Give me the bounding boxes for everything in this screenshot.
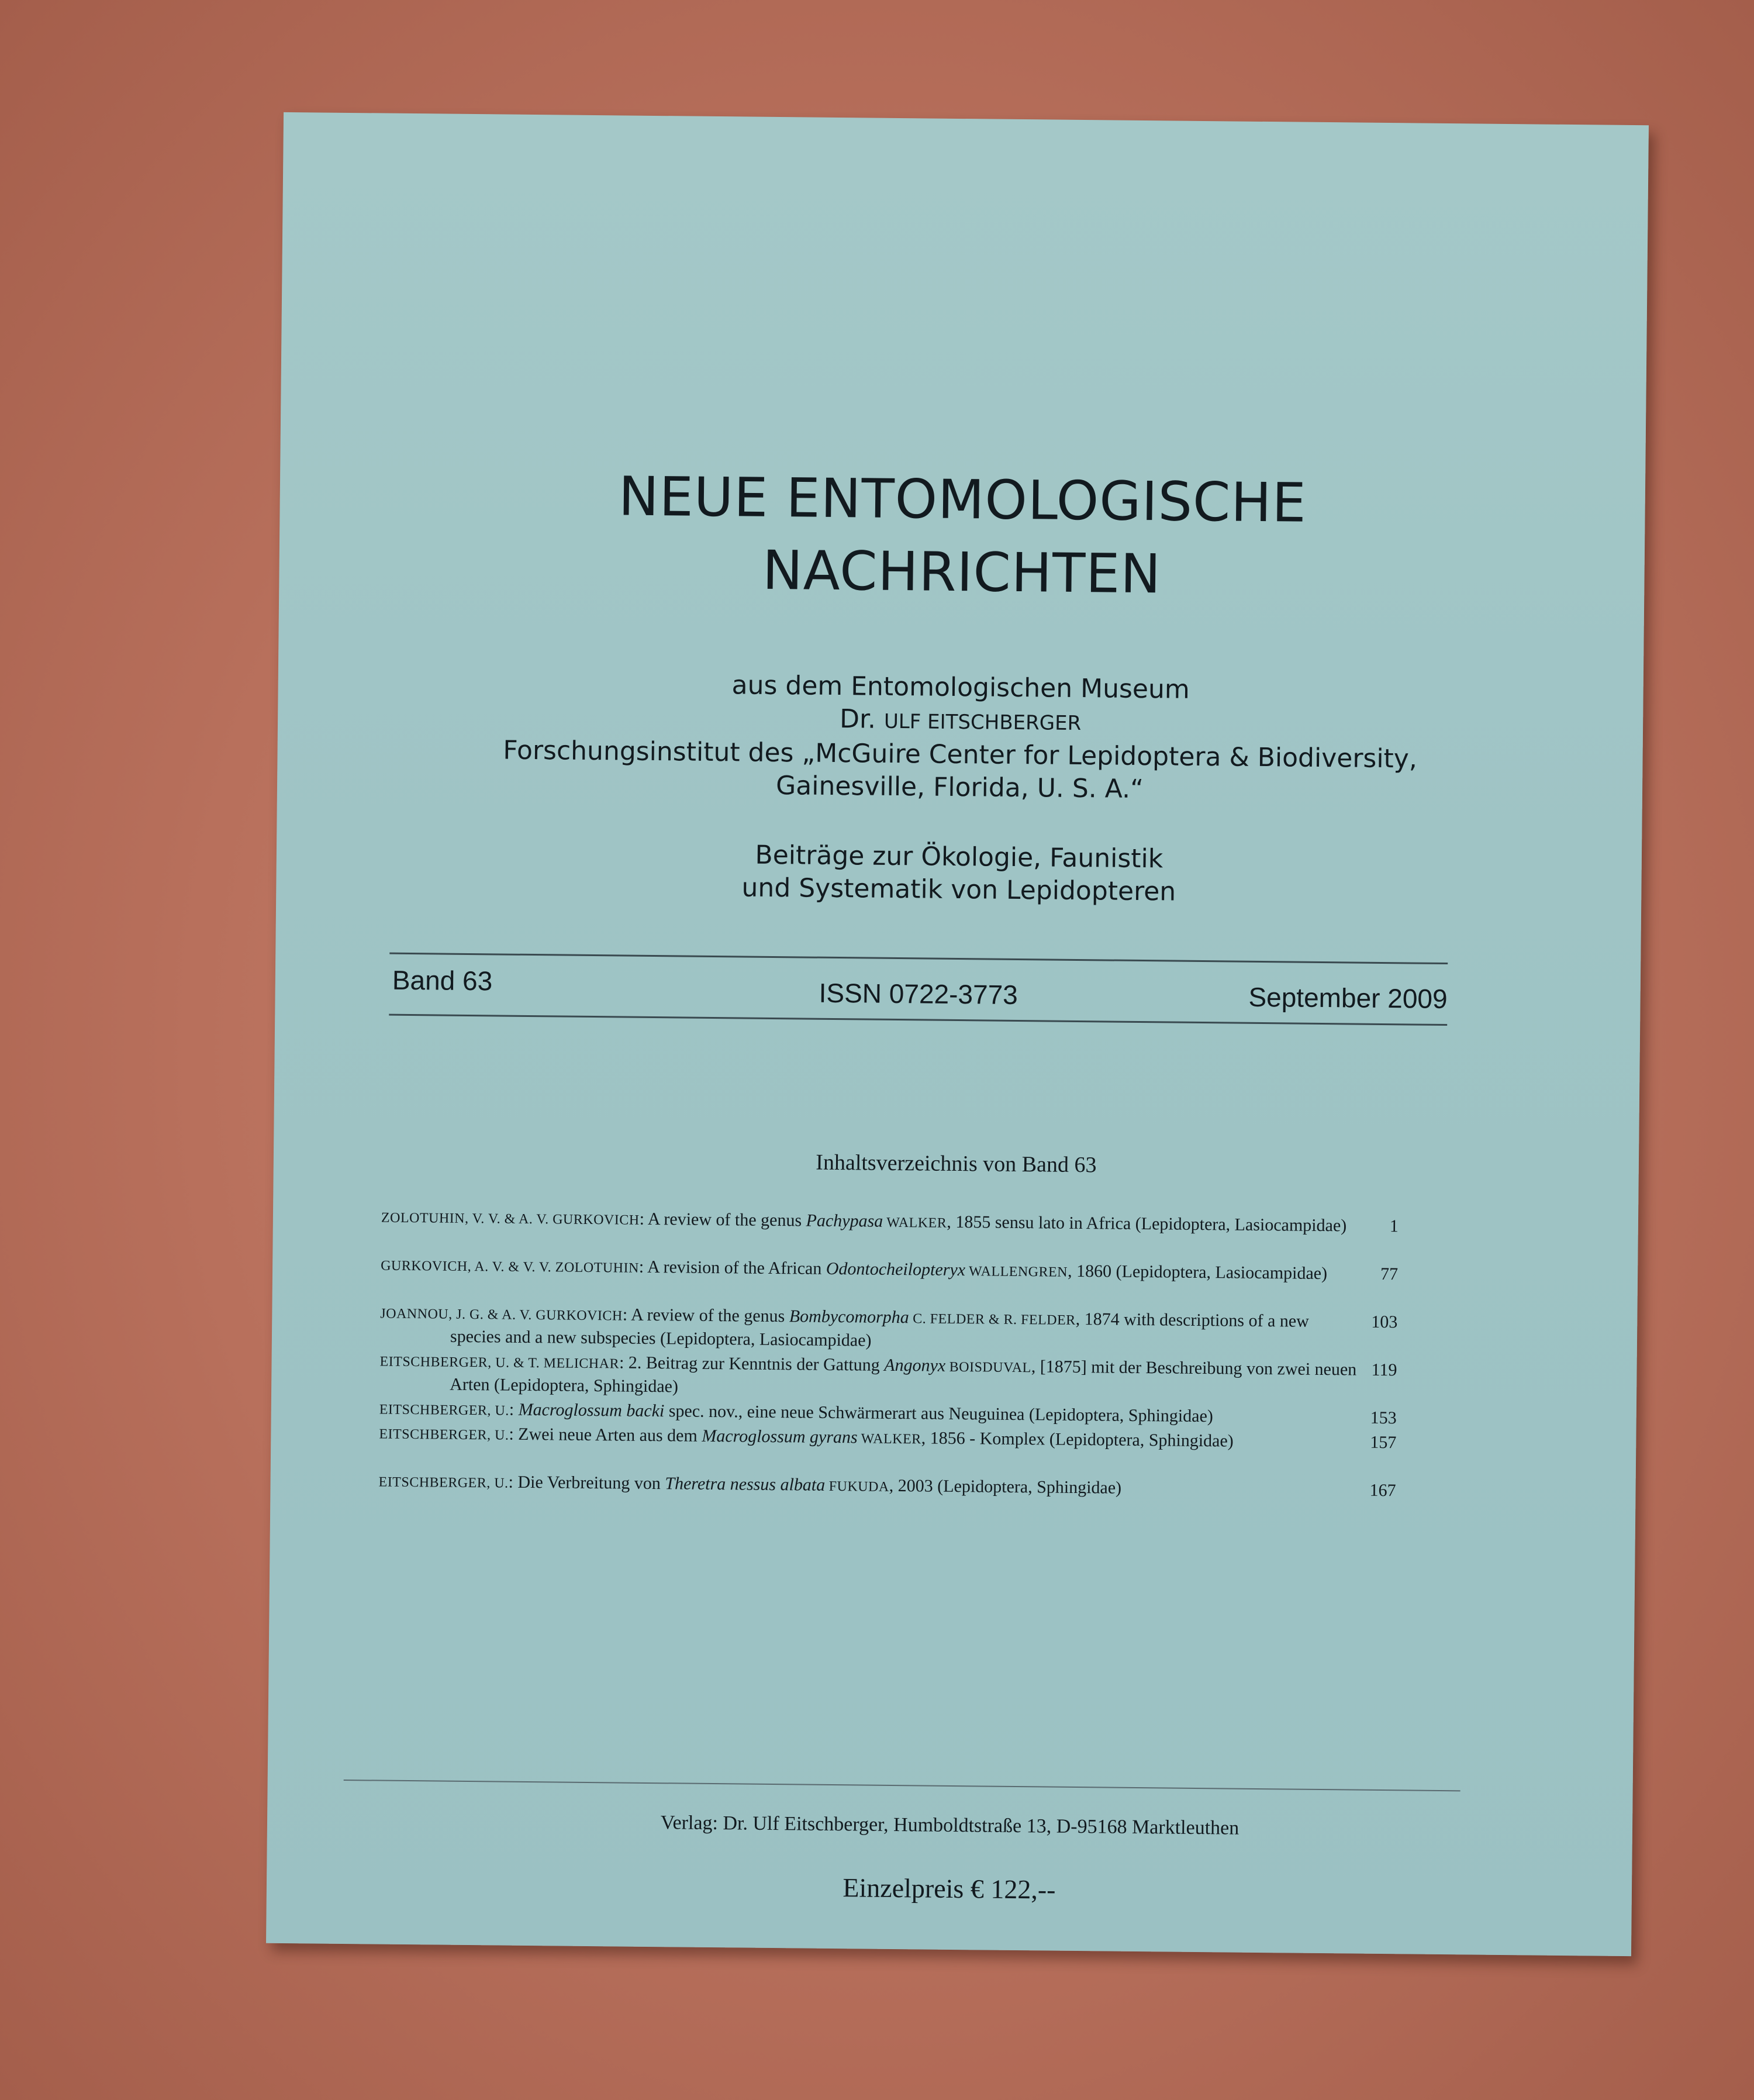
subtitle-title-prefix: Dr. [839, 704, 885, 735]
toc-entry [379, 1350, 1397, 1405]
toc-entry-page: 103 [1371, 1312, 1398, 1332]
toc-entry-text: GURKOVICH, A. V. & V. V. ZOLOTUHIN: A revision of the African Odontocheilopteryx WALLENGREN, 1860 (Lepidoptera, Lasiocampidae) [381, 1257, 1328, 1284]
toc-entry [380, 1302, 1398, 1357]
issue-volume: Band 63 [392, 964, 493, 996]
toc-heading: Inhaltsverzeichnis von Band 63 [816, 1150, 1097, 1178]
journal-title-line-1: NEUE ENTOMOLOGISCHE [618, 465, 1307, 535]
toc-entry-text: ZOLOTUHIN, V. V. & A. V. GURKOVICH: A review of the genus Pachypasa WALKER, 1855 sensu lato in Africa (Lepidoptera, Lasiocampidae) [381, 1209, 1347, 1236]
price: Einzelpreis € 122,-- [843, 1873, 1056, 1905]
subtitle-line-4: Gainesville, Florida, U. S. A.“ [775, 771, 1144, 805]
description-line-2: und Systematik von Lepidopteren [741, 873, 1176, 907]
issue-rule-bottom [389, 1014, 1447, 1026]
subtitle-line-1: aus dem Entomologischen Museum [731, 670, 1190, 705]
issue-rule-top [389, 953, 1448, 964]
publisher-address: Verlag: Dr. Ulf Eitschberger, Humboldtstraße 13, D-95168 Marktleuthen [660, 1812, 1239, 1839]
toc-entry-text: EITSCHBERGER, U.: Zwei neue Arten aus dem Macroglossum gyrans WALKER, 1856 - Komplex (Lepidoptera, Sphingidae) [379, 1424, 1234, 1451]
toc-entry-taxon: Odontocheilopteryx [826, 1258, 966, 1280]
toc-entry [378, 1470, 1396, 1504]
journal-description [276, 835, 1642, 913]
toc-entry-page: 167 [1369, 1480, 1396, 1501]
issue-date: September 2009 [1248, 981, 1448, 1015]
toc-entry-taxon: Macroglossum gyrans [702, 1426, 858, 1447]
issue-issn: ISSN 0722-3773 [819, 977, 1018, 1010]
description-line-1: Beiträge zur Ökologie, Faunistik [755, 840, 1163, 874]
toc-entry-page: 77 [1380, 1264, 1399, 1284]
subtitle-person-name: ULF EITSCHBERGER [883, 709, 1082, 736]
toc-entry-authors: GURKOVICH, A. V. & V. V. ZOLOTUHIN [381, 1258, 639, 1276]
toc-entry-authors: EITSCHBERGER, U. [379, 1402, 509, 1419]
journal-cover [266, 112, 1649, 1956]
toc-entry-authors: EITSCHBERGER, U. & T. MELICHAR [379, 1354, 620, 1372]
toc-entry-page: 119 [1371, 1360, 1397, 1380]
toc-entry-text: EITSCHBERGER, U. & T. MELICHAR: 2. Beitrag zur Kenntnis der Gattung Angonyx BOISDUVAL, [1875] mit der Beschreibung von zwei neuen Arten (Lepidoptera, Sphingidae) [379, 1353, 1357, 1396]
journal-subtitle [277, 665, 1643, 811]
toc-entry-page: 1 [1389, 1216, 1399, 1236]
toc-entry-authors: ZOLOTUHIN, V. V. & A. V. GURKOVICH [381, 1210, 640, 1228]
toc-entry-taxon: Bombycomorpha [789, 1306, 909, 1327]
footer-rule [344, 1780, 1460, 1791]
toc-entry-page: 153 [1370, 1408, 1397, 1428]
toc-entry-text: JOANNOU, J. G. & A. V. GURKOVICH: A review of the genus Bombycomorpha C. FELDER & R. FELDER, 1874 with descriptions of a new species and a new subspecies (Lepidoptera, Lasiocampidae) [380, 1305, 1310, 1350]
toc-entry-authors: EITSCHBERGER, U. [379, 1426, 509, 1443]
journal-title [279, 457, 1645, 615]
toc-entry [381, 1206, 1399, 1239]
toc-entry-page: 157 [1370, 1432, 1397, 1453]
toc-entry-authors: EITSCHBERGER, U. [378, 1474, 509, 1491]
toc-entry-text: EITSCHBERGER, U.: Die Verbreitung von Theretra nessus albata FUKUDA, 2003 (Lepidoptera, Sphingidae) [378, 1472, 1122, 1498]
toc-entry [381, 1254, 1398, 1287]
subtitle-line-3: Forschungsinstitut des „McGuire Center for Lepidoptera & Biodiversity, [503, 735, 1418, 774]
toc-entry-taxon: Angonyx [884, 1355, 946, 1375]
toc-entry-taxon: Theretra nessus albata [665, 1474, 826, 1495]
toc-entry-authors: JOANNOU, J. G. & A. V. GURKOVICH [380, 1306, 623, 1324]
toc-entry-taxon: Pachypasa [806, 1211, 883, 1231]
toc-entry-taxon: Macroglossum backi [518, 1399, 665, 1421]
toc-entry-text: EITSCHBERGER, U.: Macroglossum backi spec. nov., eine neue Schwärmerart aus Neuguinea (Lepidoptera, Sphingidae) [379, 1399, 1214, 1426]
journal-title-line-2: NACHRICHTEN [762, 539, 1162, 606]
